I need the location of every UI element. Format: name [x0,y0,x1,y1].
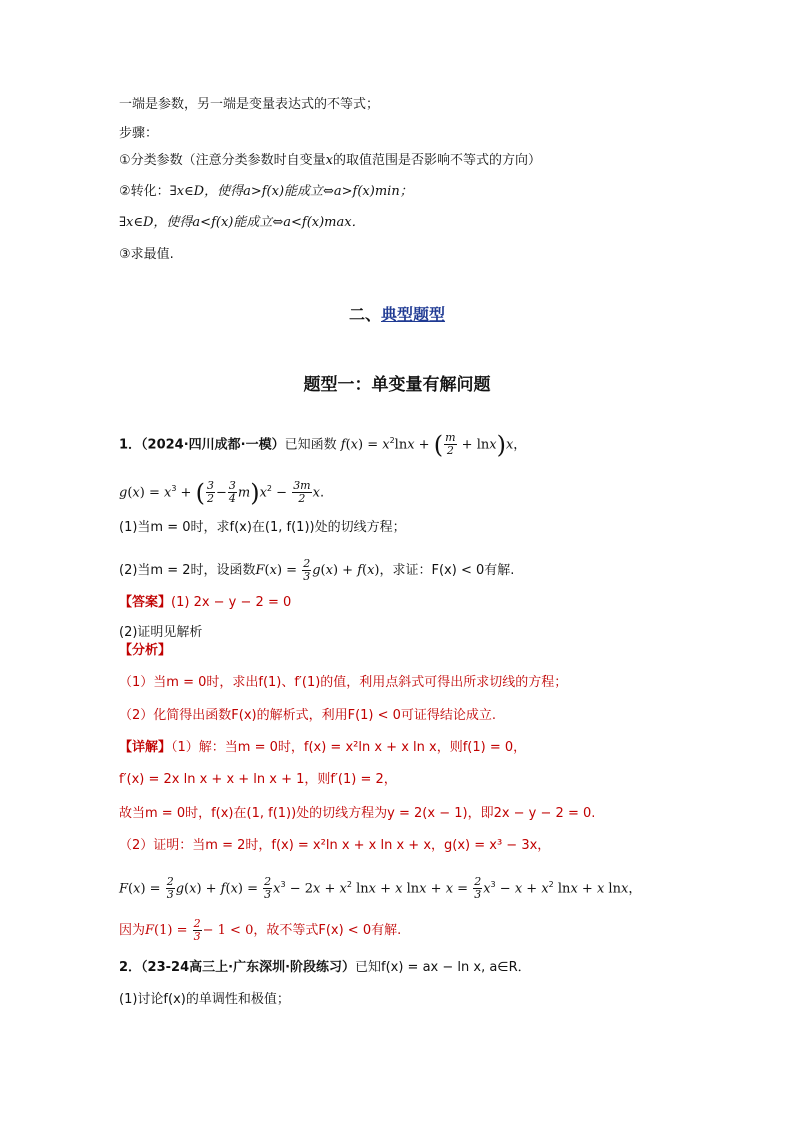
step-1: ①分类参数（注意分类参数时自变量x的取值范围是否影响不等式的方向） [119,153,542,168]
analysis-label: 【分析】 [119,643,172,658]
problem-1-part-2: (2)当m = 2时，设函数F(x) = $\frac{2}{3}$ g(x) + f(x)，求证：F(x) < 0有解. [119,557,515,583]
step-2a: ②转化：∃x∈D，使得a>f(x)能成立⇔a>f(x)min； [119,184,413,199]
step-2b: ∃x∈D，使得a<f(x)能成立⇔a<f(x)max． [119,215,365,230]
problem-1-g: $g(x) = x^3$ + ( $\frac{3}{2}$ − $\frac{3}{4}$ $m)x^2$ − $\frac{3m}{2}$ x. [119,478,325,507]
step-3: ③求最值. [119,247,174,262]
problem-1-stem: 1．（2024·四川成都·一模）已知函数 $f(x) = x^2\ln x$ + ( $\frac{m}{2}$ + lnx)x， [119,430,527,459]
analysis-2: （2）化简得出函数F(x)的解析式，利用F(1) < 0可证得结论成立. [119,708,497,723]
analysis-1: （1）当m = 0时，求出f(1)、f′(1)的值，利用点斜式可得出所求切线的方程； [119,675,568,690]
problem-2-stem: 2．（23-24高三上·广东深圳·阶段练习）已知f(x) = ax − ln x, a∈R． [119,960,531,975]
answer-2: (2)证明见解析 [119,625,203,640]
problem-2-part-1: (1)讨论f(x)的单调性和极值； [119,992,290,1007]
detail-2: f′(x) = 2x ln x + x + ln x + 1，则f′(1) = 2， [119,772,397,787]
section-heading: 二、典型题型 [348,305,446,324]
detail-4: （2）证明：当m = 2时，f(x) = x²ln x + x ln x + x，g(x) = x³ − 3x， [119,838,551,853]
problem-1-part-1: (1)当m = 0时，求f(x)在(1, f(1))处的切线方程； [119,520,406,535]
section-title-link[interactable]: 典型题型 [381,305,446,324]
detail-1: 【详解】（1）解：当m = 0时，f(x) = x²ln x + x ln x，则f(1) = 0， [119,740,527,755]
steps-label: 步骤： [119,126,159,141]
detail-5: F(x) = $\frac{2}{3}$ g(x) + f(x) = $\frac{2}{3}$ $x^3 - 2x + x^2$ lnx + x lnx + x = $\frac{2}{3}$ $x^3 - x + x^2$ lnx + x lnx， [119,875,642,902]
answer-1: 【答案】(1) 2x − y − 2 = 0 [119,595,292,610]
intro-line-1: 一端是参数，另一端是变量表达式的不等式； [119,97,380,112]
subsection-heading: 题型一：单变量有解问题 [303,375,491,395]
detail-3: 故当m = 0时，f(x)在(1, f(1))处的切线方程为y = 2(x − 1)，即2x − y − 2 = 0. [119,806,596,821]
detail-6: 因为F(1) = $\frac{2}{3}$ − 1 < 0，故不等式F(x) < 0有解. [119,917,402,943]
